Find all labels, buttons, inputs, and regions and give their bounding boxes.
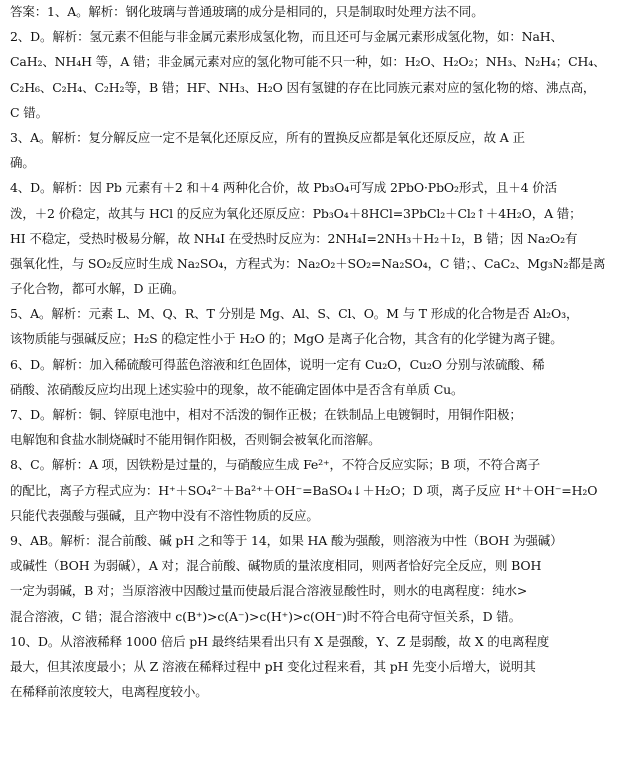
text-line: 7、D。解析：铜、锌原电池中，相对不活泼的铜作正极；在铁制品上电镀铜时，用铜作阳极； [10,407,522,422]
text-line: HI 不稳定，受热时极易分解，故 NH₄I 在受热时反应为：2NH₄I=2NH₃＋H₂＋I₂，B 错；因 Na₂O₂有 [10,230,578,246]
text-line: 只能代表强酸与强碱，且产物中没有不溶性物质的反应。 [10,507,319,523]
text-line: 在稀释前浓度较大，电离程度较小。 [10,684,208,700]
text-line: 10、D。从溶液稀释 1000 倍后 pH 最终结果看出只有 X 是强酸，Y、Z 是弱酸，故 X 的电离程度 [10,633,550,649]
text-line: 或碱性（BOH 为弱碱），A 对；混合前酸、碱物质的量浓度相同，则两者恰好完全反应，则 BOH [10,558,542,574]
text-line: 4、D。解析：因 Pb 元素有＋2 和＋4 两种化合价，故 Pb₃O₄可写成 2PbO·PbO₂形式，且＋4 价活 [10,180,557,196]
text-line: 硝酸、浓硝酸反应均出现上述实验中的现象，故不能确定固体中是否含有单质 Cu。 [10,381,464,397]
text-line: 确。 [10,155,35,171]
text-line: 最大，但其浓度最小；从 Z 溶液在稀释过程中 pH 变化过程来看，其 pH 先变小后增大，说明其 [10,658,536,674]
text-line: C₂H₆、C₂H₄、C₂H₂等，B 错；HF、NH₃、H₂O 因有氢键的存在比同族元素对应的氢化物的熔、沸点高， [10,79,596,95]
text-line: 2、D。解析：氢元素不但能与非金属元素形成氢化物，而且还可与金属元素形成氢化物，如：NaH、 [10,29,563,45]
text-line: C 错。 [10,104,48,120]
text-line: 的配比，离子方程式应为：H⁺＋SO₄²⁻＋Ba²⁺＋OH⁻=BaSO₄↓＋H₂O；D 项，离子反应 H⁺＋OH⁻=H₂O [10,482,598,498]
text-line: 答案：1、A。解析：钢化玻璃与普通玻璃的成分是相同的，只是制取时处理方法不同。 [10,4,484,19]
text-line: 一定为弱碱，B 对；当原溶液中因酸过量而使最后混合溶液显酸性时，则水的电离程度：纯水> [10,583,528,599]
text-line: 该物质能与强碱反应；H₂S 的稳定性小于 H₂O 的；MgO 是离子化合物，其含有的化学键为离子键。 [10,331,563,347]
text-line: 8、C。解析：A 项，因铁粉是过量的，与硝酸应生成 Fe²⁺，不符合反应实际；B 项，不符合离子 [10,457,540,473]
text-line: 5、A。解析：元素 L、M、Q、R、T 分别是 Mg、Al、S、Cl、O。M 与 T 形成的化合物是否 Al₂O₃， [10,306,579,322]
text-line: 强氧化性，与 SO₂反应时生成 Na₂SO₄，方程式为：Na₂O₂＋SO₂=Na₂SO₄，C 错；、CaC₂、Mg₃N₂都是离 [10,255,606,271]
text-line: 混合溶液，C 错；混合溶液中 c(B⁺)>c(A⁻)>c(H⁺)>c(OH⁻)时不符合电荷守恒关系，D 错。 [10,608,521,624]
text-line: 子化合物，都可水解，D 正确。 [10,281,185,297]
text-line: 泼，＋2 价稳定，故其与 HCl 的反应为氧化还原反应：Pb₃O₄＋8HCl=3PbCl₂＋Cl₂↑＋4H₂O，A 错； [10,205,582,221]
text-line: 电解饱和食盐水制烧碱时不能用铜作阳极，否则铜会被氧化而溶解。 [10,432,381,448]
text-line: 3、A。解析：复分解反应一定不是氧化还原反应，所有的置换反应都是氧化还原反应，故 A 正 [10,129,525,145]
text-line: 6、D。解析：加入稀硫酸可得蓝色溶液和红色固体，说明一定有 Cu₂O，Cu₂O 分别与浓硫酸、稀 [10,356,545,372]
text-line: 9、AB。解析：混合前酸、碱 pH 之和等于 14，如果 HA 酸为强酸，则溶液为中性（BOH 为强碱） [10,532,563,548]
text-line: CaH₂、NH₄H 等，A 错；非金属元素对应的氢化物可能不只一种，如：H₂O、H₂O₂；NH₃、N₂H₄；CH₄、 [10,54,606,70]
